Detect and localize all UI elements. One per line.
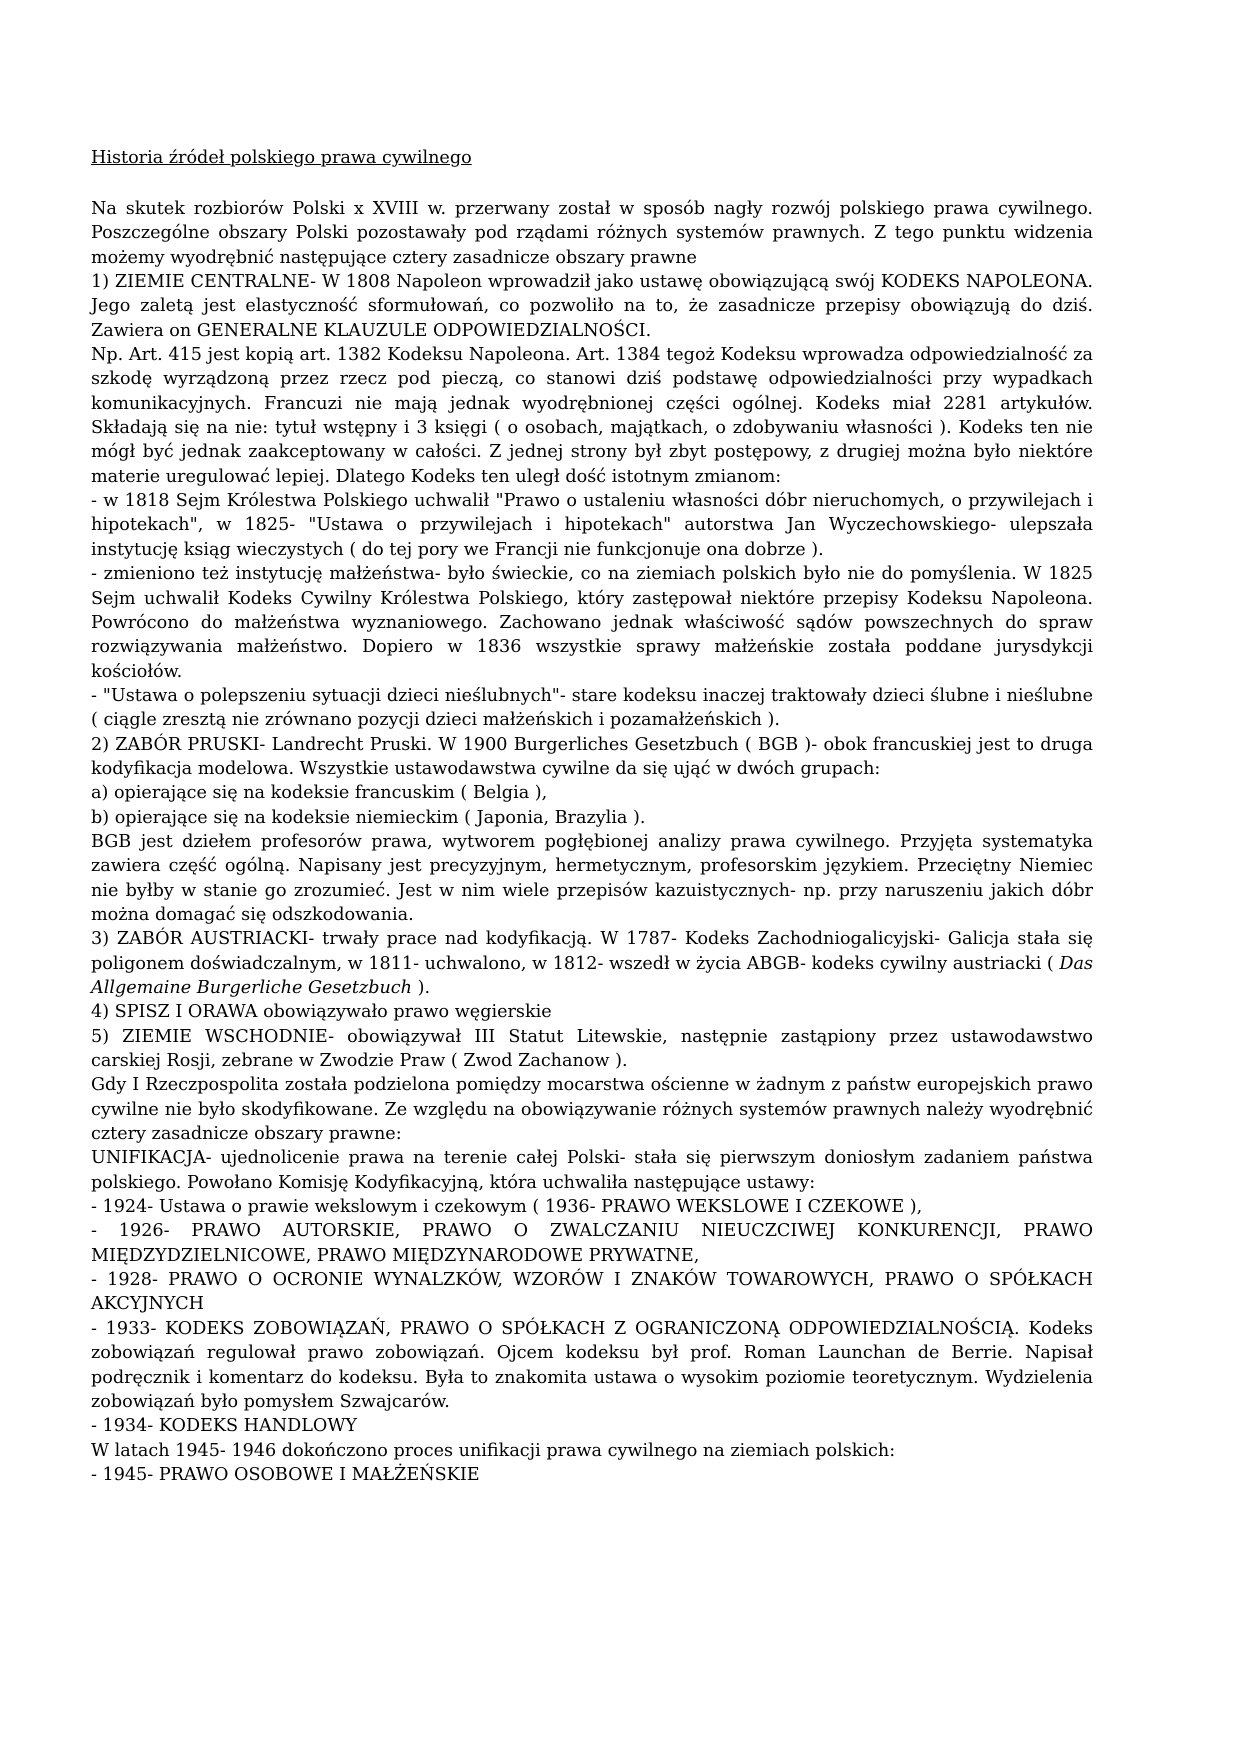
paragraph: 4) SPISZ I ORAWA obowiązywało prawo węgierskie (91, 1002, 552, 1023)
paragraph: BGB jest dziełem profesorów prawa, wytworem pogłębionej analizy prawa cywilnego. Przyjęta systematyka zawiera część ogólną. Napisany jest precyzyjnym, hermetycznym, profesorskim językiem. Przeciętny Niemiec nie byłby w stanie go zrozumieć. Jest w nim wiele przepisów kazuistycznych- np. przy naruszeniu jakich dóbr można domagać się odszkodowania. (91, 831, 1093, 925)
paragraph: - "Ustawa o polepszeniu sytuacji dzieci nieślubnych"- stare kodeksu inaczej traktowały dzieci ślubne i nieślubne ( ciągle zresztą nie zrównano pozycji dzieci małżeńskich i pozamałżeńskich ). (91, 685, 1093, 731)
paragraph: W latach 1945- 1946 dokończono proces unifikacji prawa cywilnego na ziemiach polskich: (91, 1440, 896, 1461)
list-item: - 1934- KODEKS HANDLOWY (91, 1416, 358, 1437)
list-item: - 1933- KODEKS ZOBOWIĄZAŃ, PRAWO O SPÓŁKACH Z OGRANICZONĄ ODPOWIEDZIALNOŚCIĄ. Kodeks zobowiązań regulował prawo zobowiązań. Ojcem kodeksu był prof. Roman Launchan de Berrie. Napisał podręcznik i komentarz do kodeksu. Była to znakomita ustawa o wysokim poziomie teoretycznym. Wydzielenia zobowiązań było pomysłem Szwajcarów. (91, 1318, 1093, 1412)
paragraph: UNIFIKACJA- ujednolicenie prawa na terenie całej Polski- stała się pierwszym doniosłym zadaniem państwa polskiego. Powołano Komisję Kodyfikacyjną, która uchwaliła następujące ustawy: (91, 1148, 1093, 1193)
austria-text-after: ). (412, 978, 431, 998)
list-item: b) opierające się na kodeksie niemieckim ( Japonia, Brazylia ). (91, 807, 646, 828)
austria-italic-title: Das Allgemaine Burgerliche Gesetzbuch (91, 953, 1094, 998)
list-item: - 1928- PRAWO O OCRONIE WYNALZKÓW, WZORÓW I ZNAKÓW TOWAROWYCH, PRAWO O SPÓŁKACH AKCYJNYCH (91, 1270, 1093, 1315)
austria-text-before: 3) ZABÓR AUSTRIACKI- trwały prace nad kodyfikacją. W 1787- Kodeks Zachodniogalicyjski- Galicja stała się poligonem doświadczalnym, w 1811- uchwalono, w 1812- wszedł w życia ABGB- kodeks cywilny austriacki ( (91, 929, 1093, 974)
list-item: - 1924- Ustawa o prawie wekslowym i czekowym ( 1936- PRAWO WEKSLOWE I CZEKOWE ), (91, 1197, 923, 1218)
paragraph: - zmieniono też instytucję małżeństwa- było świeckie, co na ziemiach polskich było nie do pomyślenia. W 1825 Sejm uchwalił Kodeks Cywilny Królestwa Polskiego, który zastępował niektóre przepisy Kodeksu Napoleona. Powrócono do małżeństwa wyznaniowego. Zachowano jednak właściwość sądów powszechnych do spraw rozwiązywania małżeństwo. Dopiero w 1836 wszystkie sprawy małżeńskie została poddane jurysdykcji kościołów. (91, 564, 1093, 682)
paragraph: Np. Art. 415 jest kopią art. 1382 Kodeksu Napoleona. Art. 1384 tegoż Kodeksu wprowadza odpowiedzialność za szkodę wyrządzoną przez rzecz pod pieczą, co stanowi dziś podstawę odpowiedzialności przy wypadkach komunikacyjnych. Francuzi nie mają jednak wyodrębnionej części ogólnej. Kodeks miał 2281 artykułów. Składają się na nie: tytuł wstępny i 3 księgi ( o osobach, majątkach, o zdobywaniu własności ). Kodeks ten nie mógł być jednak zaakceptowany w całości. Z jednej strony był zbyt postępowy, z drugiej można było niektóre materie uregulować lepiej. Dlatego Kodeks ten uległ dość istotnym zmianom: (91, 345, 1093, 487)
list-item: - 1926- PRAWO AUTORSKIE, PRAWO O ZWALCZANIU NIEUCZCIWEJ KONKURENCJI, PRAWO MIĘDZYDZIELNICOWE, PRAWO MIĘDZYNARODOWE PRYWATNE, (91, 1221, 1093, 1266)
document-page (91, 146, 1093, 1487)
list-item: - 1945- PRAWO OSOBOWE I MAŁŻEŃSKIE (91, 1464, 480, 1485)
document-title: Historia źródeł polskiego prawa cywilnego (91, 148, 472, 168)
paragraph: 5) ZIEMIE WSCHODNIE- obowiązywał III Statut Litewskie, następnie zastąpiony przez ustawodawstwo carskiej Rosji, zebrane w Zwodzie Praw ( Zwod Zachanow ). (91, 1026, 1093, 1072)
document-body (91, 197, 1093, 1487)
paragraph: Na skutek rozbiorów Polski x XVIII w. przerwany został w sposób nagły rozwój polskiego prawa cywilnego. Poszczególne obszary Polski pozostawały pod rządami różnych systemów prawnych. Z tego punktu widzenia możemy wyodrębnić następujące cztery zasadnicze obszary prawne (91, 199, 1093, 268)
list-item: a) opierające się na kodeksie francuskim ( Belgia ), (91, 783, 548, 804)
paragraph-austria (91, 927, 1093, 1000)
paragraph: 1) ZIEMIE CENTRALNE- W 1808 Napoleon wprowadził jako ustawę obowiązującą swój KODEKS NAPOLEONA. Jego zaletą jest elastyczność sformułowań, co pozwoliło na to, że zasadnicze przepisy obowiązują do dziś. Zawiera on GENERALNE KLAUZULE ODPOWIEDZIALNOŚCI. (91, 272, 1093, 341)
paragraph: 2) ZABÓR PRUSKI- Landrecht Pruski. W 1900 Burgerliches Gesetzbuch ( BGB )- obok francuskiej jest to druga kodyfikacja modelowa. Wszystkie ustawodawstwa cywilne da się ująć w dwóch grupach: (91, 734, 1093, 779)
paragraph: - w 1818 Sejm Królestwa Polskiego uchwalił "Prawo o ustaleniu własności dóbr nieruchomych, o przywilejach i hipotekach", w 1825- "Ustawa o przywilejach i hipotekach" autorstwa Jan Wyczechowskiego- ulepszała instytucję ksiąg wieczystych ( do tej pory we Francji nie funkcjonuje ona dobrze ). (91, 491, 1093, 560)
paragraph: Gdy I Rzeczpospolita została podzielona pomiędzy mocarstwa ościenne w żadnym z państw europejskich prawo cywilne nie było skodyfikowane. Ze względu na obowiązywanie różnych systemów prawnych należy wyodrębnić cztery zasadnicze obszary prawne: (91, 1075, 1093, 1145)
